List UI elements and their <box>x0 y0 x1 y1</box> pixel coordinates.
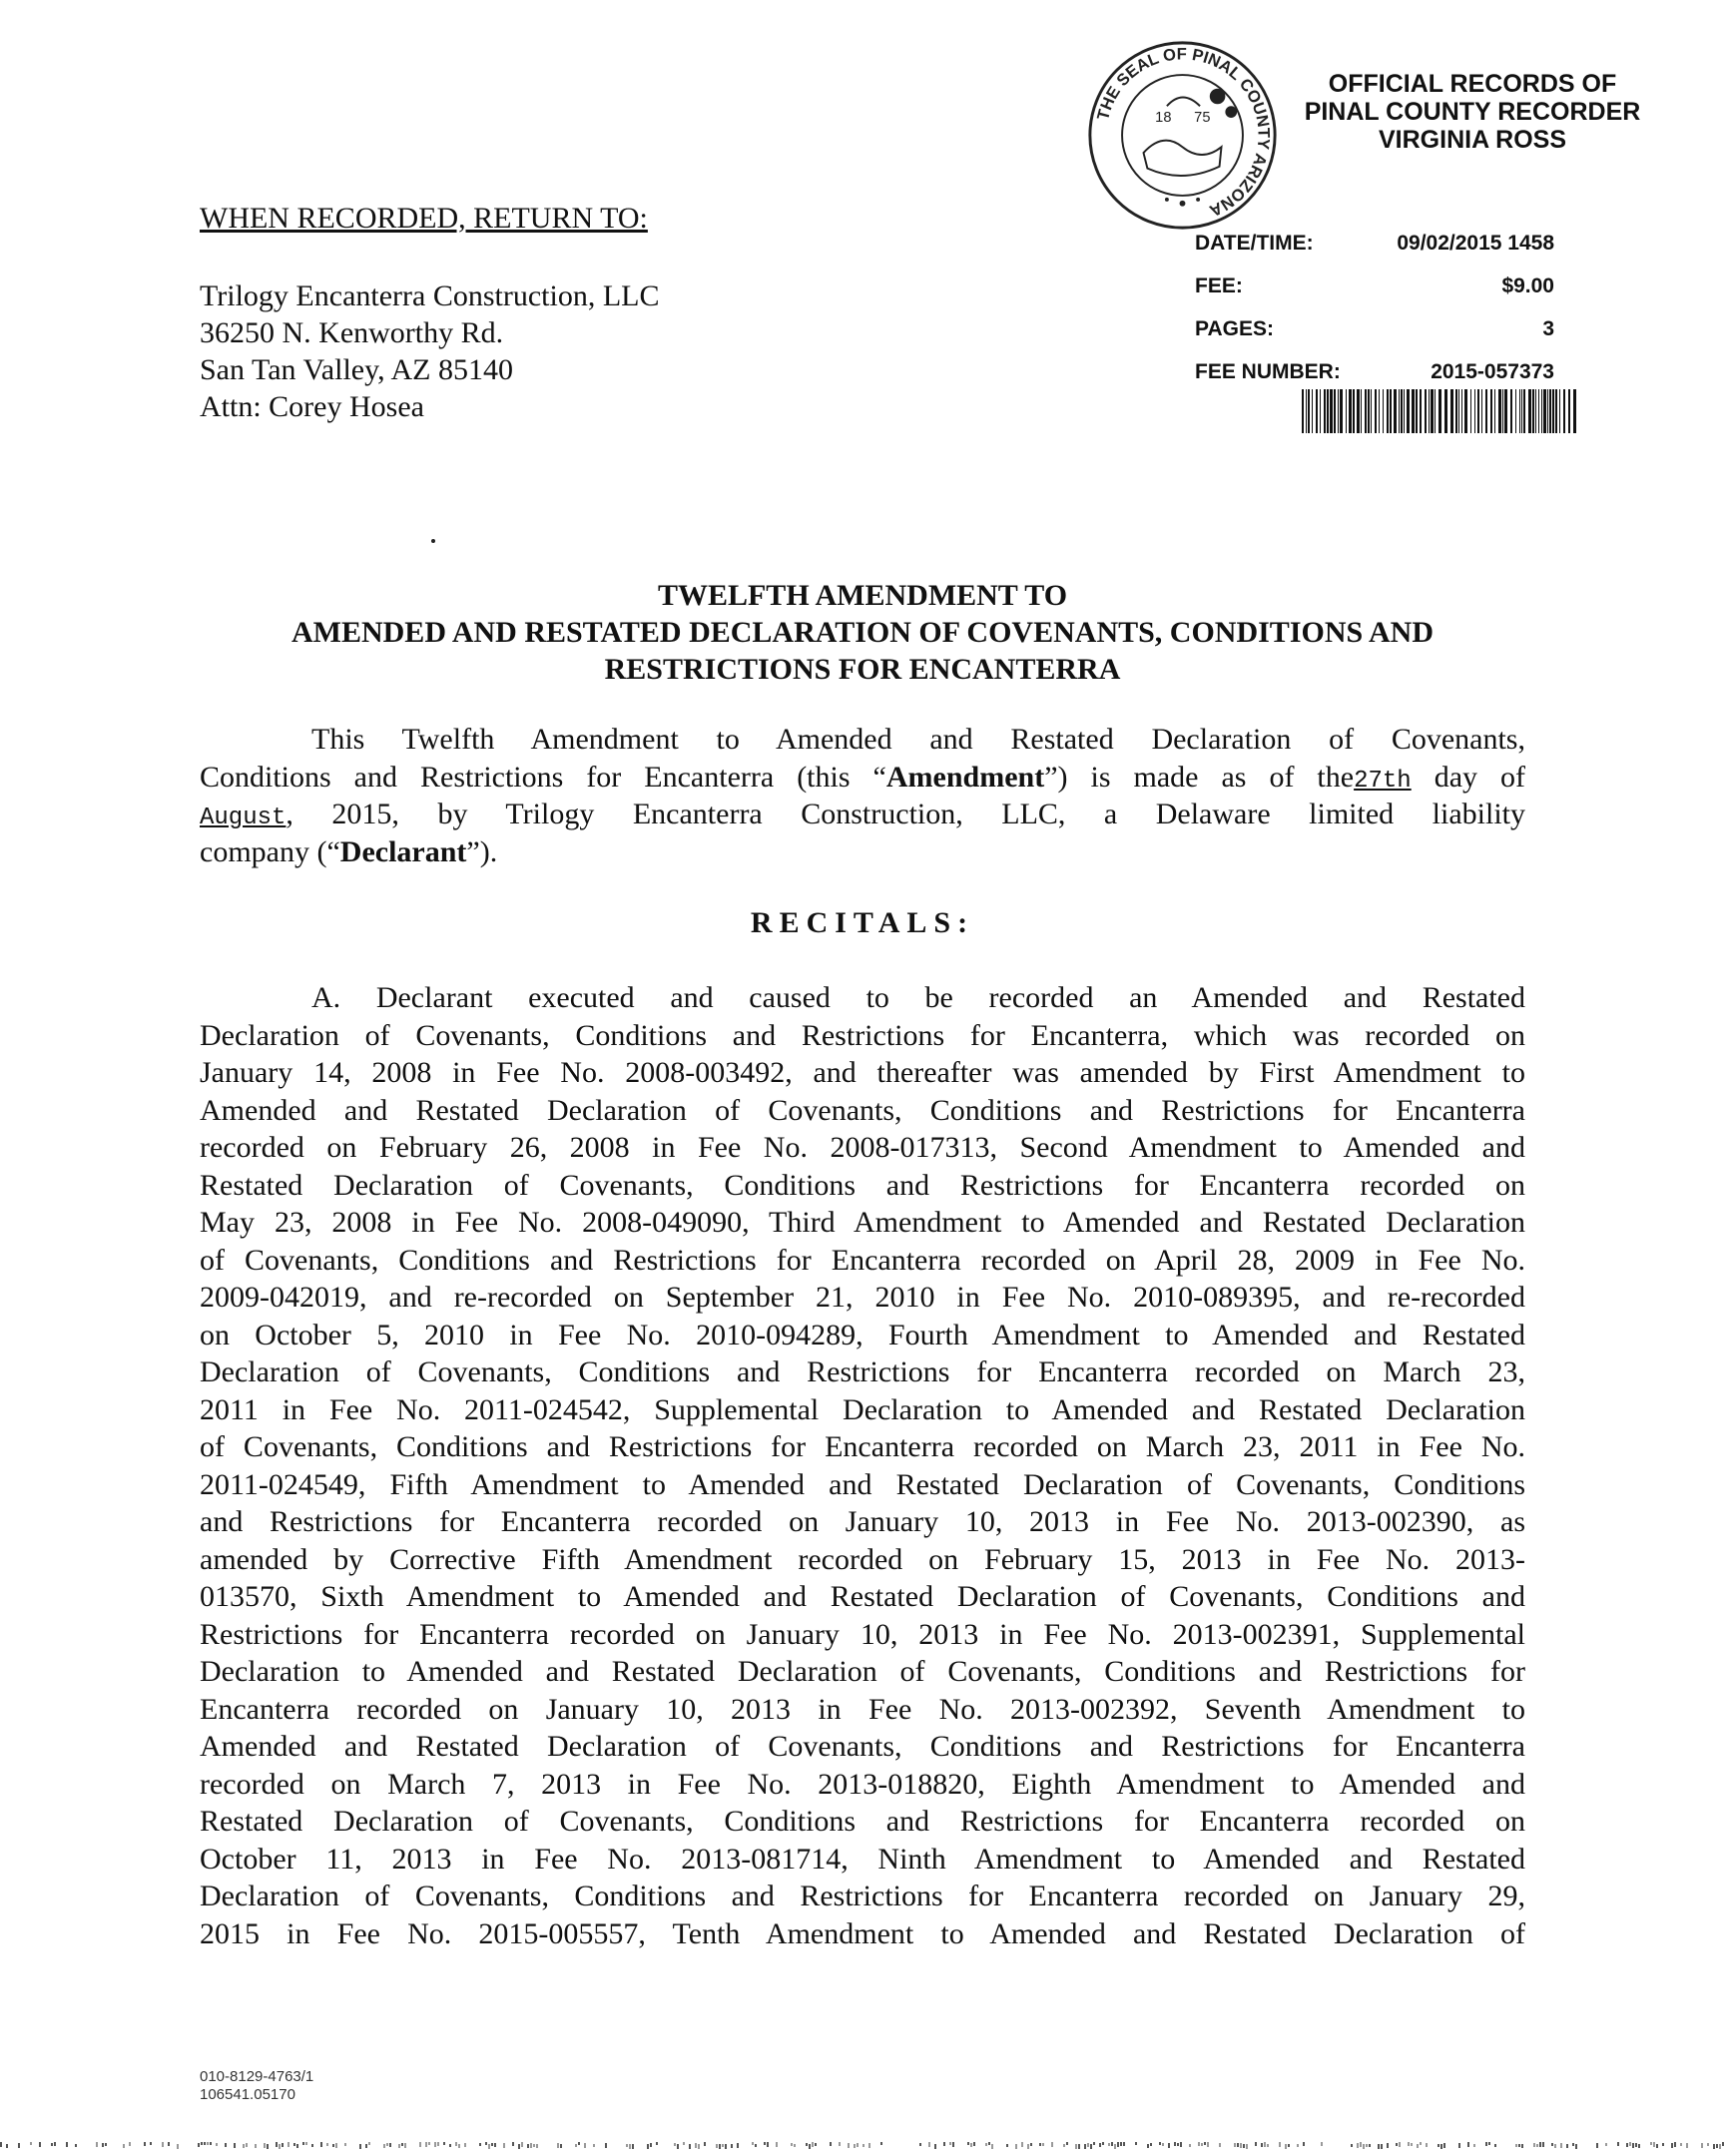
recital-line: Declaration of Covenants, Conditions and Restrictions for Encanterra recorded on March 23, <box>200 1355 1525 1388</box>
intro-line <box>200 796 1525 833</box>
day-fill-in: 27th <box>1354 767 1412 795</box>
document-title <box>150 577 1575 688</box>
recorder-title-line: PINAL COUNTY RECORDER <box>1304 98 1641 126</box>
recital-line: Declaration of Covenants, Conditions and Restrictions for Encanterra recorded on January 29, <box>200 1880 1525 1912</box>
recital-line: of Covenants, Conditions and Restrictions for Encanterra recorded on April 28, 2009 in Fee No. <box>200 1243 1525 1277</box>
recording-row-fee <box>1195 265 1554 307</box>
recorder-title-line: OFFICIAL RECORDS OF <box>1328 70 1617 98</box>
address-line: San Tan Valley, AZ 85140 <box>200 353 513 386</box>
reference-line: 106541.05170 <box>200 2086 295 2103</box>
recorder-office-title <box>1288 70 1657 154</box>
title-line: AMENDED AND RESTATED DECLARATION OF COVENANTS, CONDITIONS AND <box>290 616 1435 649</box>
recital-line: May 23, 2008 in Fee No. 2008-049090, Third Amendment to Amended and Restated Declaration <box>200 1206 1525 1239</box>
recording-value: 2015-057373 <box>1431 359 1554 383</box>
recital-line: recorded on February 26, 2008 in Fee No. 2008-017313, Second Amendment to Amended and <box>200 1131 1525 1164</box>
recording-label: PAGES: <box>1195 316 1274 340</box>
recording-info-table <box>1195 222 1554 393</box>
recital-line: Declaration of Covenants, Conditions and Restrictions for Encanterra, which was recorded on <box>200 1018 1525 1052</box>
recital-line: 2011 in Fee No. 2011-024542, Supplemental Declaration to Amended and Restated Declaration <box>200 1392 1525 1426</box>
scan-speck <box>431 539 435 543</box>
defined-term-amendment: Amendment <box>885 760 1045 794</box>
intro-paragraph <box>200 721 1525 870</box>
recital-line: A. Declarant executed and caused to be recorded an Amended and Restated <box>311 981 1525 1014</box>
return-to-heading: WHEN RECORDED, RETURN TO: <box>200 202 648 235</box>
svg-text:THE SEAL OF PINAL COUNTY ARIZO: THE SEAL OF PINAL COUNTY ARIZONA <box>1093 44 1274 221</box>
recital-line: 2015 in Fee No. 2015-005557, Tenth Amendment to Amended and Restated Declaration of <box>200 1916 1525 1950</box>
intro-text: ”). <box>466 834 498 868</box>
county-seal-icon <box>1085 38 1280 233</box>
recording-value: 09/02/2015 1458 <box>1397 231 1554 255</box>
return-address <box>200 277 660 425</box>
recording-value: 3 <box>1542 316 1554 340</box>
svg-text:75: 75 <box>1194 109 1211 126</box>
intro-line <box>200 833 1525 871</box>
recording-row-fee-number <box>1195 350 1554 393</box>
recital-line: Amended and Restated Declaration of Covenants, Conditions and Restrictions for Encanterra <box>200 1730 1525 1763</box>
defined-term-declarant: Declarant <box>339 834 467 868</box>
recital-line: Amended and Restated Declaration of Covenants, Conditions and Restrictions for Encanterra <box>200 1093 1525 1127</box>
recital-line: on October 5, 2010 in Fee No. 2010-094289, Fourth Amendment to Amended and Restated <box>200 1318 1525 1351</box>
intro-text: Conditions and Restrictions for Encanterra (this “ <box>200 760 886 794</box>
intro-text: company (“ <box>200 834 340 868</box>
recording-label: FEE: <box>1195 273 1243 297</box>
recital-line: 2009-042019, and re-recorded on September 21, 2010 in Fee No. 2010-089395, and re-recorded <box>200 1281 1525 1314</box>
intro-text: ”) is made as of the <box>1044 760 1355 794</box>
recording-row-pages <box>1195 307 1554 350</box>
recording-row-datetime <box>1195 222 1554 265</box>
recorder-title-line: VIRGINIA ROSS <box>1379 126 1566 154</box>
address-line: 36250 N. Kenworthy Rd. <box>200 316 504 349</box>
recital-line: recorded on March 7, 2013 in Fee No. 2013-018820, Eighth Amendment to Amended and <box>200 1767 1525 1801</box>
recording-label: DATE/TIME: <box>1195 231 1314 255</box>
recital-line: Restated Declaration of Covenants, Conditions and Restrictions for Encanterra recorded on <box>200 1805 1525 1838</box>
recording-value: $9.00 <box>1501 273 1554 297</box>
recital-line: Encanterra recorded on January 10, 2013 in Fee No. 2013-002392, Seventh Amendment to <box>200 1692 1525 1726</box>
recitals-heading: RECITALS: <box>750 906 975 939</box>
recital-line: 013570, Sixth Amendment to Amended and Restated Declaration of Covenants, Conditions and <box>200 1580 1525 1613</box>
scan-noise-strip <box>0 2142 1725 2150</box>
recital-line: January 14, 2008 in Fee No. 2008-003492, and thereafter was amended by First Amendment to <box>200 1056 1525 1089</box>
intro-text: , 2015, by Trilogy Encanterra Construction, LLC, a Delaware limited liability <box>286 798 1525 830</box>
recording-label: FEE NUMBER: <box>1195 359 1341 383</box>
title-line: TWELFTH AMENDMENT TO <box>657 579 1068 612</box>
intro-line <box>200 759 1525 797</box>
barcode-icon <box>1302 389 1577 433</box>
recital-line: of Covenants, Conditions and Restrictions for Encanterra recorded on March 23, 2011 in Fee No. <box>200 1430 1525 1463</box>
document-reference <box>200 2068 313 2104</box>
recital-line: amended by Corrective Fifth Amendment recorded on February 15, 2013 in Fee No. 2013- <box>200 1542 1525 1576</box>
recital-line: Declaration to Amended and Restated Declaration of Covenants, Conditions and Restrictions for <box>200 1655 1525 1688</box>
intro-text: day of <box>1434 760 1526 794</box>
address-line: Attn: Corey Hosea <box>200 390 424 423</box>
title-line: RESTRICTIONS FOR ENCANTERRA <box>604 653 1121 686</box>
recital-line: October 11, 2013 in Fee No. 2013-081714, Ninth Amendment to Amended and Restated <box>200 1842 1525 1876</box>
recital-line: Restated Declaration of Covenants, Conditions and Restrictions for Encanterra recorded on <box>200 1168 1525 1202</box>
reference-line: 010-8129-4763/1 <box>200 2068 314 2085</box>
month-fill-in: August <box>200 805 287 831</box>
address-line: Trilogy Encanterra Construction, LLC <box>200 279 660 312</box>
recital-a-paragraph <box>200 979 1525 1952</box>
intro-line: This Twelfth Amendment to Amended and Restated Declaration of Covenants, <box>311 723 1525 756</box>
recital-line: Restrictions for Encanterra recorded on January 10, 2013 in Fee No. 2013-002391, Supplemental <box>200 1617 1525 1651</box>
recital-line: and Restrictions for Encanterra recorded on January 10, 2013 in Fee No. 2013-002390, as <box>200 1505 1525 1538</box>
svg-text:18: 18 <box>1155 109 1172 126</box>
recital-line: 2011-024549, Fifth Amendment to Amended and Restated Declaration of Covenants, Conditions <box>200 1467 1525 1501</box>
